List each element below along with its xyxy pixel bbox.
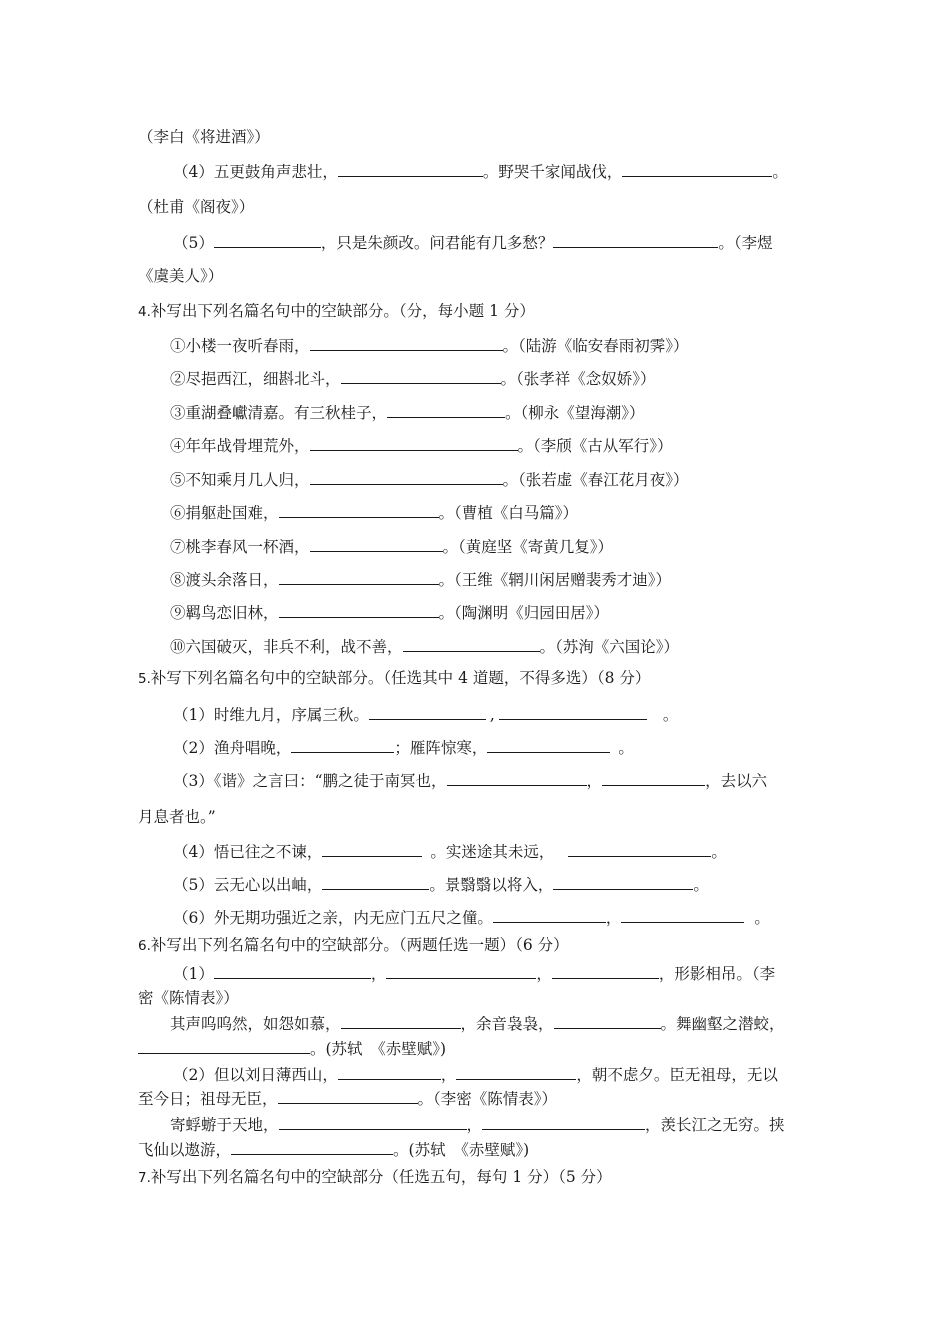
list-item: （1）时维九月，序属三秋。 , 。 <box>173 706 679 724</box>
list-item: ④年年战骨埋荒外， 。（李颀《古从军行》） <box>170 437 673 455</box>
answer-blank[interactable] <box>322 841 422 857</box>
answer-blank[interactable] <box>310 335 503 351</box>
answer-blank[interactable] <box>279 502 439 518</box>
fill-line: 至今日；祖母无臣， 。（李密《陈情表》） <box>138 1090 558 1108</box>
question-7-heading: 7.补写出下列名篇名句中的空缺部分（任选五句，每句 1 分）（5 分） <box>138 1168 612 1186</box>
answer-blank[interactable] <box>279 1114 467 1130</box>
answer-blank[interactable] <box>602 770 705 786</box>
list-item: （5）云无心以出岫， 。景翳翳以将入， 。 <box>173 876 709 894</box>
answer-blank[interactable] <box>499 704 647 720</box>
answer-blank[interactable] <box>369 704 486 720</box>
list-item: ⑩六国破灭，非兵不利，战不善， 。（苏洵《六国论》） <box>170 638 680 656</box>
answer-blank[interactable] <box>214 963 371 979</box>
answer-blank[interactable] <box>553 232 718 248</box>
list-item: ⑨羁鸟恋旧林， 。（陶渊明《归园田居》） <box>170 604 610 622</box>
answer-blank[interactable] <box>310 536 443 552</box>
answer-blank[interactable] <box>482 1114 645 1130</box>
list-item: ①小楼一夜听春雨， 。（陆游《临安春雨初霁》） <box>170 337 689 355</box>
fill-line: （2）但以刘日薄西山， ， ，朝不虑夕。臣无祖母，无以 <box>173 1066 778 1084</box>
question-6-heading: 6.补写出下列名篇名句中的空缺部分。（两题任选一题）（6 分） <box>138 936 569 954</box>
source-line: （李白《将进酒》） <box>138 128 270 146</box>
list-item: （2）渔舟唱晚， ；雁阵惊寒， 。 <box>173 739 634 757</box>
list-item: ⑧渡头余落日， 。（王维《辋川闲居赠裴秀才迪》） <box>170 571 672 589</box>
answer-blank[interactable] <box>387 402 505 418</box>
answer-blank[interactable] <box>279 602 439 618</box>
list-item: （4）悟已往之不谏， 。实迷途其未远， 。 <box>173 843 727 861</box>
fill-line: （4）五更鼓角声悲壮， 。野哭千家闻战伐， 。 <box>173 163 788 181</box>
continuation-line: 月息者也。” <box>138 808 216 826</box>
answer-blank[interactable] <box>278 1088 418 1104</box>
answer-blank[interactable] <box>403 636 540 652</box>
answer-blank[interactable] <box>338 1064 441 1080</box>
answer-blank[interactable] <box>310 435 518 451</box>
list-item: ⑥捐躯赴国难， 。（曹植《白马篇》） <box>170 504 579 522</box>
answer-blank[interactable] <box>568 841 711 857</box>
continuation-line: 密《陈情表》） <box>138 989 239 1007</box>
answer-blank[interactable] <box>487 737 610 753</box>
list-item: （3）《谐》之言曰：“鹏之徒于南冥也， ， ，去以六 <box>173 772 768 790</box>
answer-blank[interactable] <box>447 770 587 786</box>
question-5-heading: 5.补写下列名篇名句中的空缺部分。（任选其中 4 道题，不得多选）（8 分） <box>138 669 651 687</box>
answer-blank[interactable] <box>341 368 501 384</box>
answer-blank[interactable] <box>622 161 772 177</box>
source-line: 《虞美人》） <box>138 267 224 285</box>
list-item: ②尽挹西江，细斟北斗， 。（张孝祥《念奴娇》） <box>170 370 656 388</box>
list-item: ⑦桃李春风一杯酒， 。（黄庭坚《寄黄几复》） <box>170 538 614 556</box>
answer-blank[interactable] <box>553 874 693 890</box>
fill-line: 其声呜呜然，如怨如慕， ，余音袅袅， 。舞幽壑之潜蛟， <box>170 1015 785 1033</box>
answer-blank[interactable] <box>214 232 321 248</box>
list-item: ⑤不知乘月几人归， 。（张若虚《春江花月夜》） <box>170 471 689 489</box>
answer-blank[interactable] <box>341 1013 461 1029</box>
answer-blank[interactable] <box>552 963 659 979</box>
answer-blank[interactable] <box>493 907 606 923</box>
answer-blank[interactable] <box>310 469 503 485</box>
fill-line: 。(苏轼 《赤壁赋》) <box>138 1038 446 1059</box>
answer-blank[interactable] <box>386 963 536 979</box>
answer-blank[interactable] <box>231 1139 393 1155</box>
fill-line: （5） ，只是朱颜改。问君能有几多愁？ 。（李煜 <box>173 234 773 252</box>
answer-blank[interactable] <box>456 1064 576 1080</box>
question-4-heading: 4.补写出下列名篇名句中的空缺部分。（分，每小题 1 分） <box>138 302 535 320</box>
answer-blank[interactable] <box>138 1038 310 1054</box>
answer-blank[interactable] <box>291 737 394 753</box>
fill-line: （1） ， ， ，形影相吊。（李 <box>173 965 776 983</box>
source-line: （杜甫《阁夜》） <box>138 198 255 216</box>
answer-blank[interactable] <box>322 874 429 890</box>
fill-line: 飞仙以遨游， 。(苏轼 《赤壁赋》) <box>138 1141 530 1159</box>
answer-blank[interactable] <box>554 1013 661 1029</box>
answer-blank[interactable] <box>338 161 483 177</box>
list-item: ③重湖叠巘清嘉。有三秋桂子， 。（柳永《望海潮》） <box>170 404 645 422</box>
list-item: （6）外无期功强近之亲，内无应门五尺之僮。 ， 。 <box>173 909 770 927</box>
fill-line: 寄蜉蝣于天地， ， ，羡长江之无穷。挟 <box>170 1116 785 1134</box>
answer-blank[interactable] <box>621 907 744 923</box>
answer-blank[interactable] <box>279 569 439 585</box>
